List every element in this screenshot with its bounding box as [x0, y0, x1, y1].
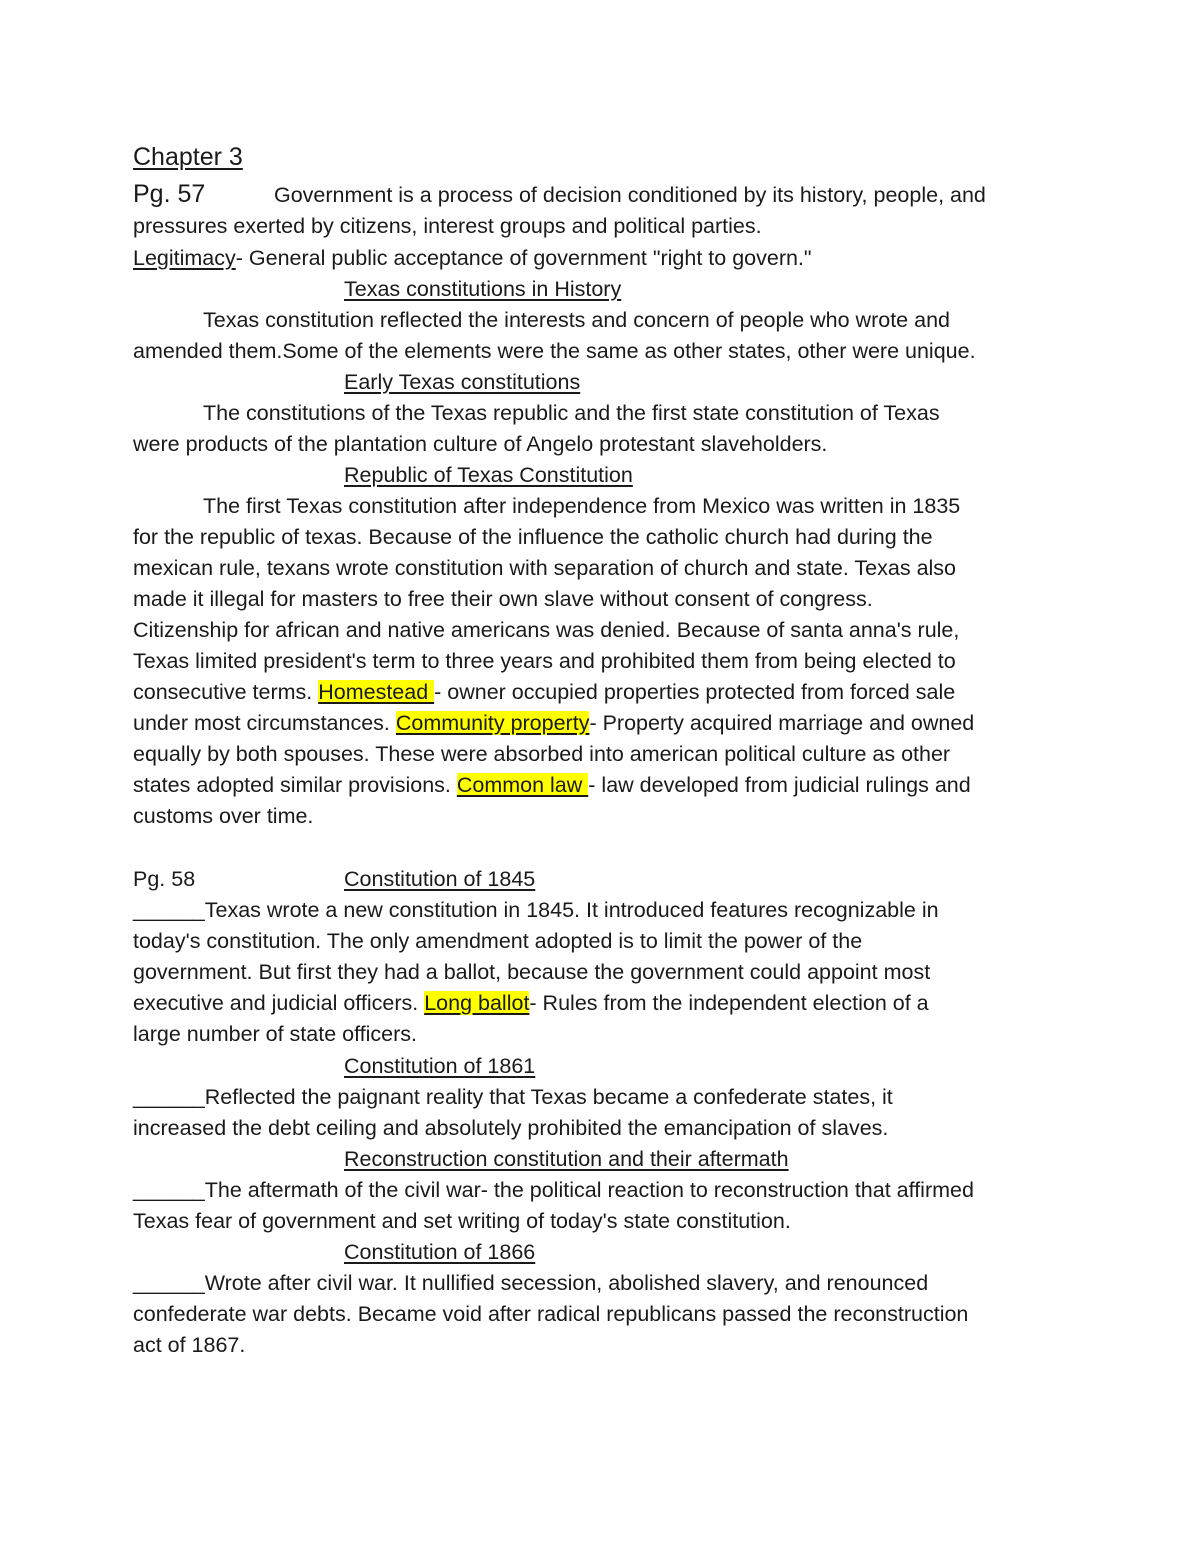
paragraph-line: amended them.Some of the elements were the same as other states, other were unique.: [133, 339, 976, 363]
paragraph-line: [133, 770, 971, 801]
section-heading: Constitution of 1845: [344, 867, 536, 891]
legitimacy-term: Legitimacy: [133, 246, 236, 270]
paragraph-line: Texas fear of government and set writing of today's state constitution.: [133, 1209, 791, 1233]
page-number-label: Pg. 58: [133, 867, 196, 891]
paragraph-line: made it illegal for masters to free their own slave without consent of congress.: [133, 587, 873, 611]
paragraph-line: large number of state officers.: [133, 1022, 418, 1046]
text-run: - Rules from the independent election of a: [529, 991, 929, 1015]
section-heading: Republic of Texas Constitution: [344, 463, 633, 487]
homestead-term: Homestead: [318, 680, 435, 704]
paragraph-line: [133, 988, 929, 1019]
paragraph-line: [133, 708, 974, 739]
paragraph-line: customs over time.: [133, 804, 314, 828]
legitimacy-text: - General public acceptance of government "right to govern.": [235, 246, 812, 270]
community-property-term: Community property: [395, 711, 590, 735]
paragraph-line: act of 1867.: [133, 1333, 246, 1357]
paragraph-line: ______Texas wrote a new constitution in 1845. It introduced features recognizable in: [133, 898, 939, 922]
paragraph-line: ______Wrote after civil war. It nullified secession, abolished slavery, and renounced: [133, 1271, 929, 1295]
paragraph-line: Citizenship for african and native americans was denied. Because of santa anna's rule,: [133, 618, 960, 642]
text-run: - owner occupied properties protected from forced sale: [434, 680, 956, 704]
paragraph-line: mexican rule, texans wrote constitution with separation of church and state. Texas also: [133, 556, 957, 580]
text-run: - Property acquired marriage and owned: [589, 711, 975, 735]
paragraph-line: today's constitution. The only amendment adopted is to limit the power of the: [133, 929, 863, 953]
chapter-title: Chapter 3: [133, 143, 243, 171]
section-heading: Constitution of 1866: [344, 1240, 536, 1264]
paragraph-line: The constitutions of the Texas republic and the first state constitution of Texas: [203, 401, 940, 425]
paragraph-line: The first Texas constitution after independence from Mexico was written in 1835: [203, 494, 961, 518]
paragraph-line: [133, 677, 955, 708]
text-run: executive and judicial officers.: [133, 991, 425, 1015]
pg57-line: [133, 179, 205, 211]
paragraph-line: ______Reflected the paignant reality that Texas became a confederate states, it: [133, 1085, 893, 1109]
common-law-term: Common law: [456, 773, 589, 797]
intro-line-1: Government is a process of decision conditioned by its history, people, and: [274, 183, 986, 207]
text-run: - law developed from judicial rulings and: [588, 773, 971, 797]
section-heading: Reconstruction constitution and their aftermath: [344, 1147, 789, 1171]
text-run: under most circumstances.: [133, 711, 396, 735]
paragraph-line: equally by both spouses. These were absorbed into american political culture as other: [133, 742, 951, 766]
paragraph-line: government. But first they had a ballot, because the government could appoint most: [133, 960, 931, 984]
section-heading: Texas constitutions in History: [344, 277, 622, 301]
paragraph-line: confederate war debts. Became void after radical republicans passed the reconstruction: [133, 1302, 969, 1326]
section-heading: Early Texas constitutions: [344, 370, 581, 394]
paragraph-line: were products of the plantation culture of Angelo protestant slaveholders.: [133, 432, 828, 456]
page-number-label: Pg. 57: [133, 180, 206, 208]
text-run: consecutive terms.: [133, 680, 319, 704]
section-heading: Constitution of 1861: [344, 1054, 536, 1078]
paragraph-line: increased the debt ceiling and absolutely prohibited the emancipation of slaves.: [133, 1116, 889, 1140]
paragraph-line: Texas constitution reflected the interests and concern of people who wrote and: [203, 308, 950, 332]
long-ballot-term: Long ballot: [424, 991, 530, 1015]
text-run: states adopted similar provisions.: [133, 773, 457, 797]
paragraph-line: Texas limited president's term to three years and prohibited them from being elected to: [133, 649, 956, 673]
legitimacy-definition: [133, 243, 812, 274]
paragraph-line: ______The aftermath of the civil war- the political reaction to reconstruction that affirmed: [133, 1178, 974, 1202]
intro-line-2: pressures exerted by citizens, interest groups and political parties.: [133, 214, 762, 238]
paragraph-line: for the republic of texas. Because of the influence the catholic church had during the: [133, 525, 933, 549]
